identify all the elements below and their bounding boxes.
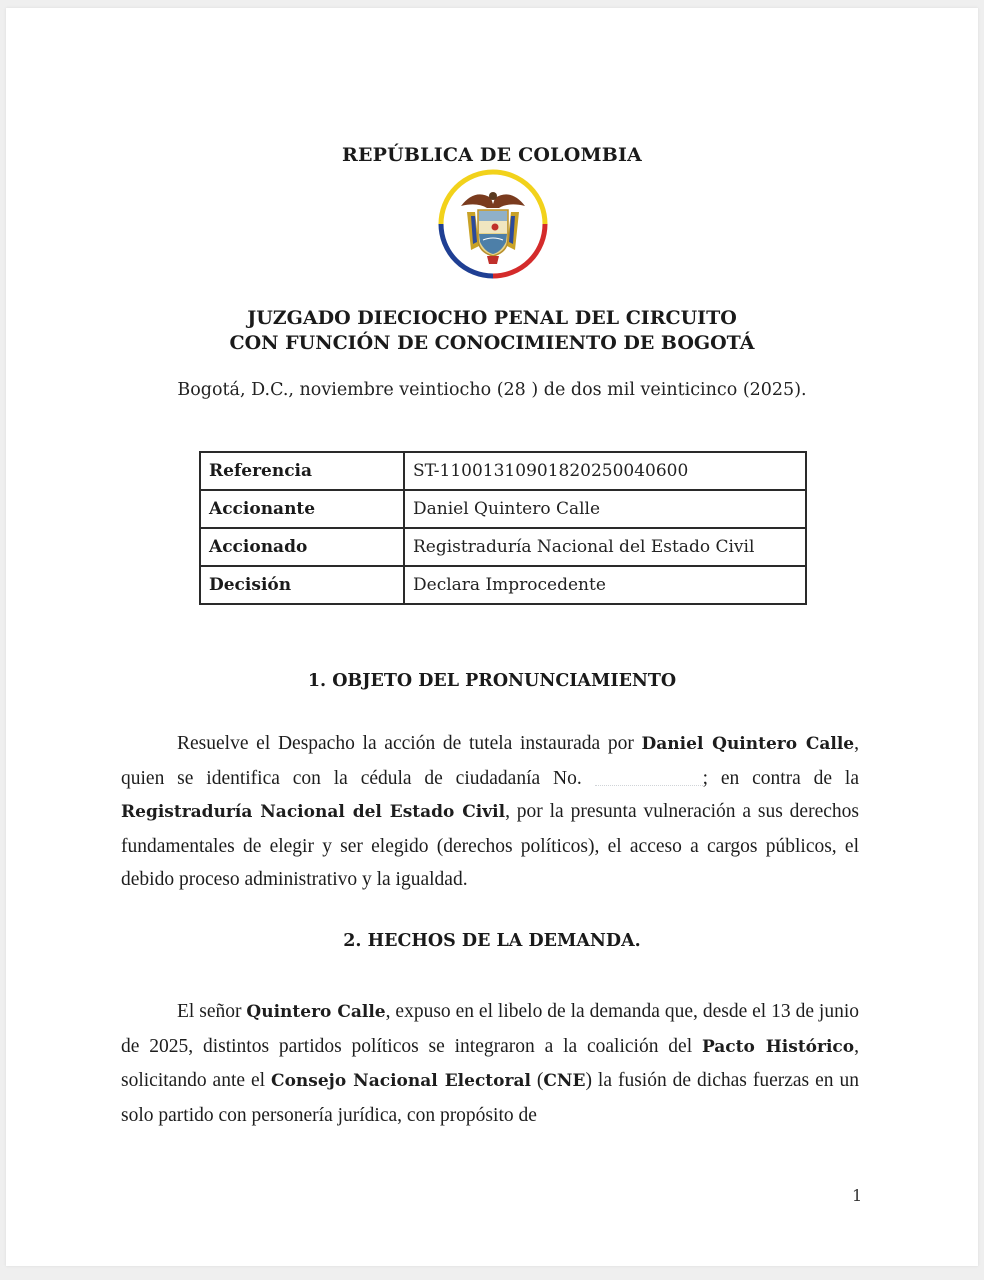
- table-row: [200, 452, 806, 490]
- text-run: ; en contra de la: [702, 767, 859, 789]
- republic-heading: REPÚBLICA DE COLOMBIA: [342, 144, 642, 166]
- section-title-hechos: 2. HECHOS DE LA DEMANDA.: [343, 931, 641, 951]
- reference-table: [199, 451, 807, 605]
- redacted-id-number: [595, 769, 703, 786]
- table-row: [200, 490, 806, 528]
- row-label: Accionado: [200, 528, 404, 566]
- section-paragraph-objeto: [121, 727, 859, 897]
- bold-run: Pacto Histórico: [701, 1036, 855, 1057]
- table-row: [200, 566, 806, 604]
- text-run: Resuelve el Despacho la acción de tutela instaurada por: [177, 733, 642, 754]
- row-label: Accionante: [200, 490, 404, 528]
- bold-run: Registraduría Nacional del Estado Civil: [121, 802, 506, 823]
- text-run: ) la fusión de dichas fuerzas en un solo partido con personería jurídica, con propósito de: [121, 1070, 859, 1126]
- text-run: , quien se identifica con la cédula de ciudadanía No.: [121, 733, 859, 789]
- section-paragraph-hechos: [121, 995, 859, 1132]
- text-run: El señor: [177, 1001, 247, 1022]
- table-row: [200, 528, 806, 566]
- row-value: ST-11001310901820250040600: [404, 452, 806, 490]
- row-label: Referencia: [200, 452, 404, 490]
- bold-run: Daniel Quintero Calle: [641, 734, 855, 754]
- text-run: , solicitando ante el: [121, 1035, 859, 1092]
- text-run: , por la presunta vulneración a sus derechos fundamentales de elegir y ser elegido (derechos políticos), el acceso a cargos públicos, el debido proceso administrativo y la igualdad.: [121, 801, 859, 891]
- court-line-1: JUZGADO DIECIOCHO PENAL DEL CIRCUITO: [247, 307, 737, 329]
- page-number: 1: [852, 1186, 863, 1205]
- text-run: , expuso en el libelo de la demanda que, desde el 13 de junio de 2025, distintos partidos políticos se integraron a la coalición del: [121, 1001, 859, 1057]
- section-title-objeto: 1. OBJETO DEL PRONUNCIAMIENTO: [307, 671, 677, 691]
- row-value: Daniel Quintero Calle: [404, 490, 806, 528]
- colombia-coat-of-arms-icon: [437, 168, 549, 280]
- bold-run: Quintero Calle: [246, 1002, 386, 1022]
- text-run: (: [530, 1070, 544, 1092]
- bold-run: CNE: [543, 1071, 586, 1092]
- court-heading: [0, 306, 984, 356]
- row-label: Decisión: [200, 566, 404, 604]
- row-value: Registraduría Nacional del Estado Civil: [404, 528, 806, 566]
- bold-run: Consejo Nacional Electoral: [271, 1071, 531, 1092]
- row-value: Declara Improcedente: [404, 566, 806, 604]
- court-line-2: CON FUNCIÓN DE CONOCIMIENTO DE BOGOTÁ: [229, 332, 755, 354]
- dateline: Bogotá, D.C., noviembre veintiocho (28 ) de dos mil veinticinco (2025).: [177, 380, 807, 400]
